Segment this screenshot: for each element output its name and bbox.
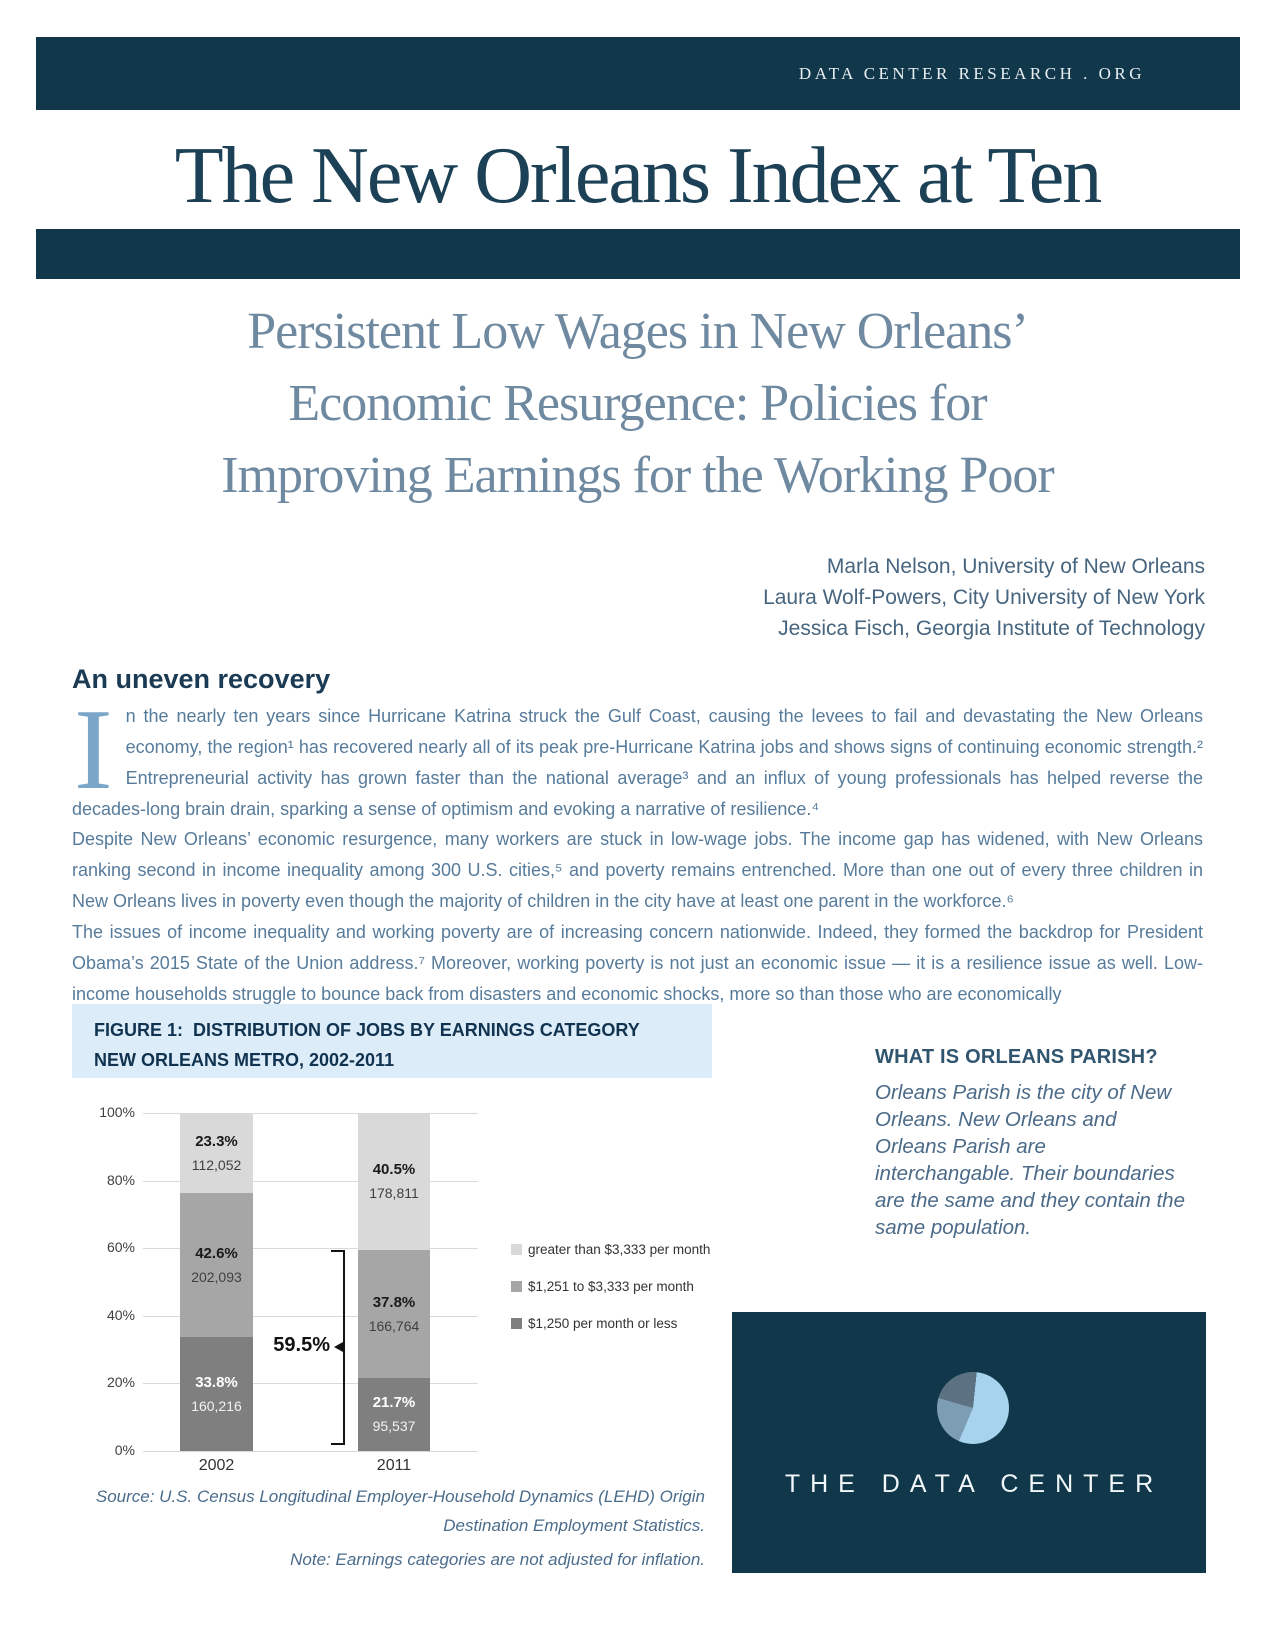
source-line-1: Source: U.S. Census Longitudinal Employer-Household Dynamics (LEHD) Origin — [95, 1487, 705, 1506]
figure-title-line2: NEW ORLEANS METRO, 2002-2011 — [94, 1050, 395, 1070]
subtitle-line: Improving Earnings for the Working Poor — [221, 447, 1054, 504]
segment-count-label: 95,537 — [372, 1418, 416, 1435]
paragraph: Despite New Orleans’ economic resurgence, many workers are stuck in low-wage jobs. The income gap has widened, with New Orleans ranking second in income inequality among 300 U.S. cities,⁵ and poverty remains entrenched. More than one out of every three children in New Orleans lives in poverty even though the majority of children in the city have at least one parent in the workforce.⁶ — [72, 829, 1203, 911]
bar-segment — [358, 1113, 430, 1250]
y-tick-label: 80% — [106, 1171, 135, 1188]
source-line-2: Destination Employment Statistics. — [443, 1516, 705, 1535]
logo-wordmark: THE DATA CENTER — [784, 1470, 1164, 1498]
legend-label: $1,251 to $3,333 per month — [528, 1279, 694, 1294]
segment-count-label: 166,764 — [368, 1317, 420, 1334]
bracket-annotation-label: 59.5% — [273, 1334, 330, 1357]
author-line: Marla Nelson, University of New Orleans — [826, 555, 1205, 578]
author-line: Laura Wolf-Powers, City University of New York — [763, 586, 1205, 609]
author-line: Jessica Fisch, Georgia Institute of Technology — [778, 617, 1205, 640]
segment-pct-label: 33.8% — [195, 1373, 238, 1391]
x-tick-label: 2002 — [198, 1457, 235, 1474]
y-tick-label: 100% — [99, 1104, 135, 1120]
data-center-logo — [732, 1312, 1206, 1573]
segment-pct-label: 40.5% — [372, 1161, 416, 1179]
figure-title-box — [72, 1004, 712, 1078]
top-banner — [36, 37, 1240, 110]
y-tick-label: 60% — [106, 1239, 135, 1256]
author-list — [763, 551, 1205, 644]
segment-pct-label: 23.3% — [195, 1133, 238, 1151]
segment-pct-label: 21.7% — [372, 1394, 416, 1412]
paragraph-text: n the nearly ten years since Hurricane Katrina struck the Gulf Coast, causing the levees to fail and devastating the New Orleans economy, the region¹ has recovered nearly all of its peak pre-Hurricane Katrina jobs and shows signs of continuing economic strength.² Entrepreneurial activity has grown faster than the national average³ and an influx of young professionals has helped reverse the decades-long brain drain, sparking a sense of optimism and evoking a narrative of resilience.⁴ — [72, 706, 1203, 819]
bar-segment — [180, 1337, 253, 1451]
dropcap: I — [74, 686, 113, 814]
y-tick-label: 40% — [106, 1306, 135, 1323]
title-divider-band — [36, 229, 1240, 279]
legend-item — [511, 1279, 694, 1294]
segment-pct-label: 37.8% — [372, 1293, 416, 1311]
pct-change-bracket — [343, 1250, 345, 1445]
bar-segment — [180, 1193, 253, 1337]
sidebar-text: Orleans Parish is the city of New Orleans. New Orleans and Orleans Parish are interchangable. Their boundaries are the same and they contain the same population. — [875, 1081, 1185, 1239]
figure-note: Note: Earnings categories are not adjusted for inflation. — [290, 1550, 705, 1569]
segment-count-label: 178,811 — [369, 1185, 419, 1202]
subtitle-line: Persistent Low Wages in New Orleans’ — [247, 303, 1028, 360]
figure-title-line1: FIGURE 1: DISTRIBUTION OF JOBS BY EARNINGS CATEGORY — [94, 1020, 640, 1040]
y-gridline — [143, 1451, 478, 1452]
paragraph — [72, 686, 1203, 825]
pie-chart-logo-icon — [937, 1372, 1009, 1444]
legend-item — [511, 1242, 710, 1257]
x-tick-label: 2011 — [376, 1457, 412, 1474]
y-tick-label: 20% — [106, 1374, 135, 1391]
bar-segment — [358, 1378, 430, 1451]
report-title: The New Orleans Index at Ten — [174, 132, 1101, 220]
legend-swatch — [511, 1244, 522, 1255]
site-url-text: DATA CENTER RESEARCH . ORG — [798, 64, 1145, 83]
section-heading: An uneven recovery — [72, 664, 331, 694]
legend-swatch — [511, 1281, 522, 1292]
bar-segment — [358, 1250, 430, 1378]
stacked-bar-chart — [85, 1100, 745, 1500]
segment-count-label: 112,052 — [191, 1157, 242, 1174]
legend-item — [511, 1316, 677, 1331]
y-tick-label: 0% — [114, 1442, 135, 1458]
legend-label: greater than $3,333 per month — [528, 1242, 711, 1257]
segment-count-label: 160,216 — [191, 1397, 242, 1414]
bracket-arrow — [334, 1342, 343, 1352]
bar-segment — [180, 1114, 253, 1193]
report-subtitle — [0, 296, 1275, 512]
segment-pct-label: 42.6% — [195, 1244, 238, 1262]
segment-count-label: 202,093 — [191, 1268, 242, 1285]
legend-label: $1,250 per month or less — [528, 1316, 678, 1331]
paragraph: The issues of income inequality and working poverty are of increasing concern nationwide. Indeed, they formed the backdrop for President Obama’s 2015 State of the Union address.⁷ Moreover, working poverty is not just an economic issue — it is a resilience issue as well. Low-income households struggle to bounce back from disasters and economic shocks, more so than those who are economically — [72, 922, 1203, 1004]
pct-change-bracket — [331, 1443, 343, 1445]
pct-change-bracket — [331, 1250, 343, 1252]
sidebar-heading: WHAT IS ORLEANS PARISH? — [875, 1046, 1158, 1068]
legend-swatch — [511, 1318, 522, 1329]
subtitle-line: Economic Resurgence: Policies for — [288, 375, 987, 432]
figure-source — [72, 1482, 705, 1574]
